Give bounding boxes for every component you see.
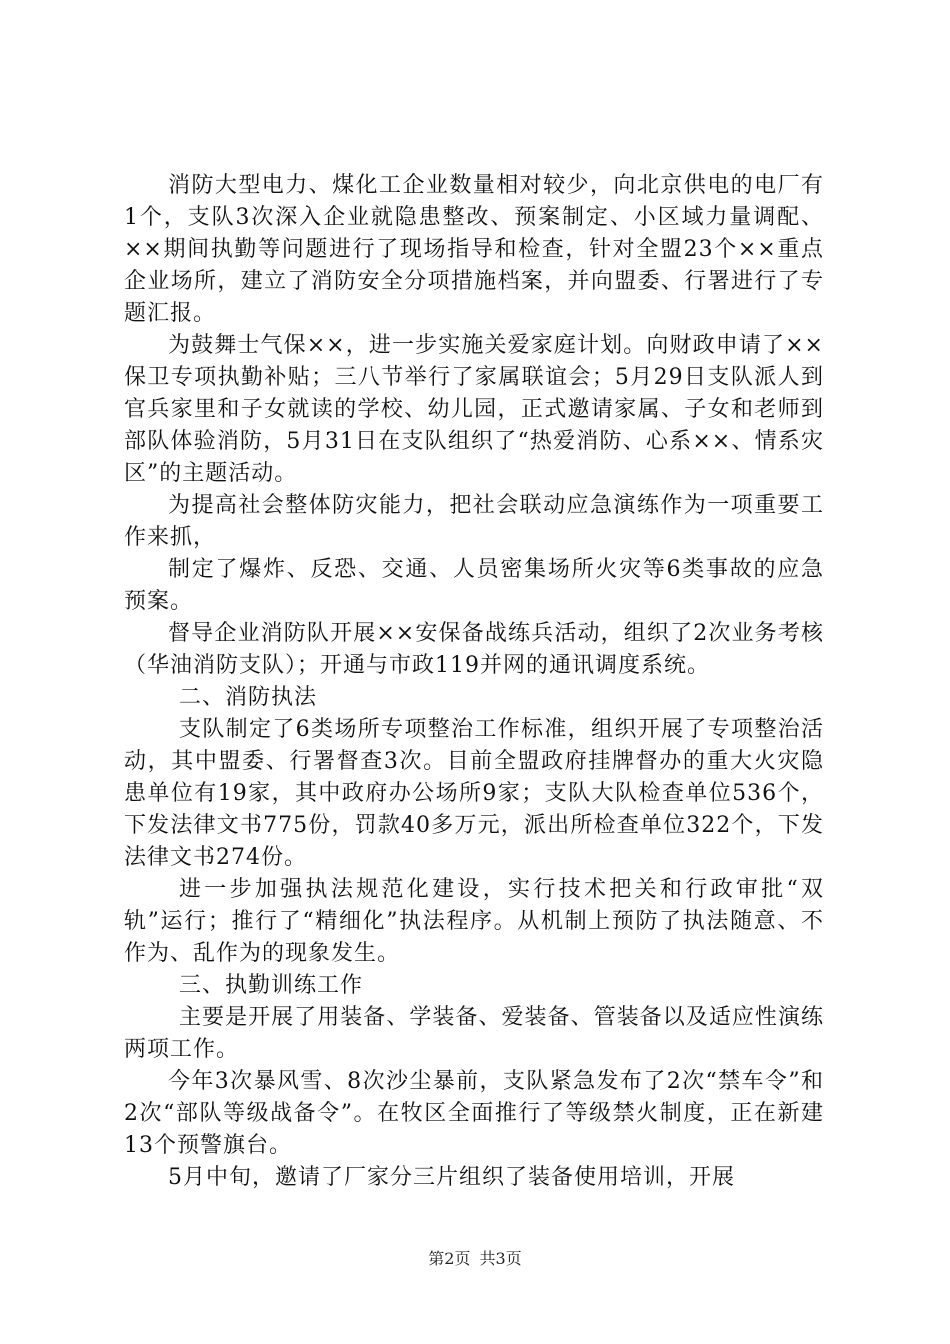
section-heading: 二、消防执法 (179, 685, 318, 710)
section-heading: 三、执勤训练工作 (179, 973, 364, 998)
document-body (124, 170, 824, 1194)
page-total: 共3页 (479, 1249, 522, 1268)
paragraph: 为提高社会整体防灾能力，把社会联动应急演练作为一项重要工作来抓， (124, 493, 824, 550)
paragraph: 主要是开展了用装备、学装备、爱装备、管装备以及适应性演练两项工作。 (124, 1005, 824, 1062)
paragraph: 今年3次暴风雪、8次沙尘暴前，支队紧急发布了2次“禁车令”和2次“部队等级战备令”。在牧区全面推行了等级禁火制度，正在新建13个预警旗台。 (124, 1069, 824, 1158)
paragraph: 消防大型电力、煤化工企业数量相对较少，向北京供电的电厂有1个，支队3次深入企业就隐患整改、预案制定、小区域力量调配、××期间执勤等问题进行了现场指导和检查，针对全盟23个××重点企业场所，建立了消防安全分项措施档案，并向盟委、行署进行了专题汇报。 (124, 173, 824, 326)
paragraph: 进一步加强执法规范化建设，实行技术把关和行政审批“双轨”运行；推行了“精细化”执法程序。从机制上预防了执法随意、不作为、乱作为的现象发生。 (124, 877, 824, 966)
paragraph: 督导企业消防队开展××安保备战练兵活动，组织了2次业务考核（华油消防支队）；开通与市政119并网的通讯调度系统。 (124, 621, 824, 678)
paragraph: 支队制定了6类场所专项整治工作标准，组织开展了专项整治活动，其中盟委、行署督查3次。目前全盟政府挂牌督办的重大火灾隐患单位有19家，其中政府办公场所9家；支队大队检查单位536个，下发法律文书775份，罚款40多万元，派出所检查单位322个，下发法律文书274份。 (124, 717, 825, 870)
paragraph: 制定了爆炸、反恐、交通、人员密集场所火灾等6类事故的应急预案。 (124, 557, 824, 614)
page-footer (0, 1246, 950, 1269)
paragraph: 5月中旬，邀请了厂家分三片组织了装备使用培训，开展 (168, 1165, 735, 1190)
page-number: 第2页 (428, 1249, 471, 1268)
paragraph: 为鼓舞士气保××，进一步实施关爱家庭计划。向财政申请了××保卫专项执勤补贴；三八节举行了家属联谊会；5月29日支队派人到官兵家里和子女就读的学校、幼儿园，正式邀请家属、子女和老师到部队体验消防，5月31日在支队组织了“热爱消防、心系××、情系灾区”的主题活动。 (124, 333, 824, 486)
